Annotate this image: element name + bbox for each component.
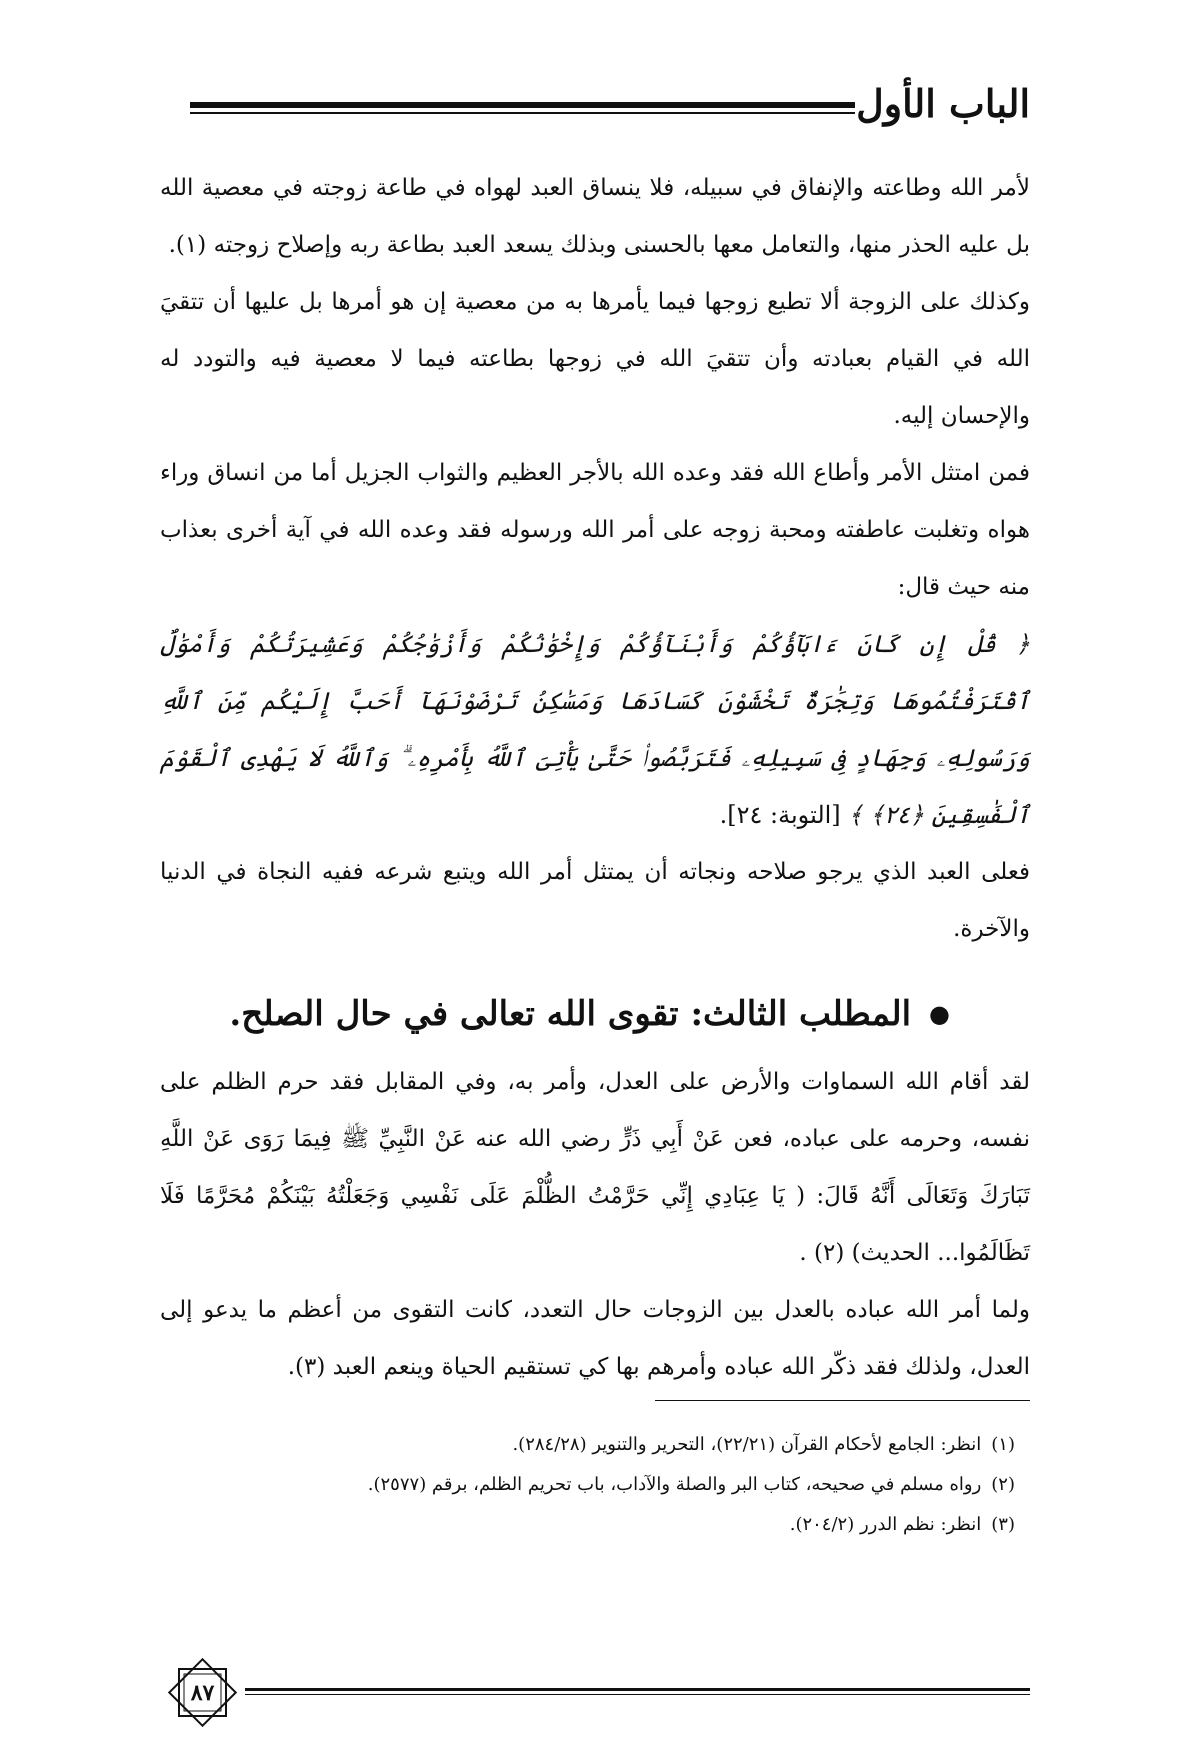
main-text	[160, 160, 1030, 1396]
paragraph-4: فعلى العبد الذي يرجو صلاحه ونجاته أن يمتثل أمر الله ويتبع شرعه ففيه النجاة في الدنيا والآخرة.	[160, 859, 1030, 942]
footnote-number: (٣)	[991, 1514, 1015, 1535]
footnote-number: (٢)	[991, 1474, 1015, 1495]
page-number-badge	[165, 1655, 240, 1730]
footnote-separator	[655, 1400, 1030, 1401]
footnote-text: انظر: الجامع لأحكام القرآن (٢٢/٢١)، التحرير والتنوير (٢٨٤/٢٨).	[512, 1434, 982, 1455]
footnote-text: انظر: نظم الدرر (٢٠٤/٢).	[789, 1514, 982, 1535]
page-header	[190, 80, 1030, 130]
footnote-2	[160, 1465, 1015, 1505]
paragraph-2: وكذلك على الزوجة ألا تطيع زوجها فيما يأمرها به من معصية إن هو أمرها بل عليها أن تتقيَ الله في القيام بعبادته وأن تتقيَ الله في زوجها بطاعته فيما لا معصية فيه والتودد له والإحسان إليه.	[160, 289, 1030, 429]
footnote-3	[160, 1505, 1015, 1545]
section-heading	[160, 984, 950, 1044]
paragraph-1: لأمر الله وطاعته والإنفاق في سبيله، فلا ينساق العبد لهواه في طاعة زوجته في معصية الله بل عليه الحذر منها، والتعامل معها بالحسنى وبذلك يسعد العبد بطاعة ربه وإصلاح زوجته (١).	[160, 175, 1030, 258]
bullet-icon: ●	[929, 999, 950, 1028]
footnote-number: (١)	[991, 1434, 1015, 1455]
paragraph-5: لقد أقام الله السماوات والأرض على العدل، وأمر به، وفي المقابل فقد حرم الظلم على نفسه، وحرمه على عباده، فعن عَنْ أَبِي ذَرٍّ رضي الله عنه عَنْ النَّبِيِّ ﷺ فِيمَا رَوَى عَنْ اللَّهِ تَبَارَكَ وَتَعَالَى أَنَّهُ قَالَ: ( يَا عِبَادِي إِنِّي حَرَّمْتُ الظُّلْمَ عَلَى نَفْسِي وَجَعَلْتُهُ بَيْنَكُمْ مُحَرَّمًا فَلَا تَظَالَمُوا... الحديث) (٢) .	[160, 1069, 1030, 1266]
chapter-title: الباب الأول	[856, 81, 1030, 126]
paragraph-3-intro: فمن امتثل الأمر وأطاع الله فقد وعده الله بالأجر العظيم والثواب الجزيل أما من انساق وراء هواه وتغلبت عاطفته ومحبة زوجه على أمر الله ورسوله فقد وعده الله في آية أخرى بعذاب منه حيث قال:	[160, 460, 1030, 600]
footnotes	[160, 1425, 1015, 1545]
paragraph-6: ولما أمر الله عباده بالعدل بين الزوجات حال التعدد، كانت التقوى من أعظم ما يدعو إلى العدل، ولذلك فقد ذكّر الله عباده وأمرهم بها كي تستقيم الحياة وينعم العبد (٣).	[160, 1297, 1030, 1380]
footnote-text: رواه مسلم في صحيحه، كتاب البر والصلة والآداب، باب تحريم الظلم، برقم (٢٥٧٧).	[367, 1474, 982, 1495]
page-number: ٨٧	[190, 1679, 215, 1706]
footer-rule	[245, 1688, 1030, 1695]
header-rule	[190, 102, 855, 114]
quran-verse: ﴿ قُلْ إِن كَانَ ءَابَآؤُكُمْ وَأَبْنَآؤُكُمْ وَإِخْوَٰنُكُمْ وَأَزْوَٰجُكُمْ وَعَشِيرَتُكُمْ وَأَمْوَٰلٌ ٱقْتَرَفْتُمُوهَا وَتِجَٰرَةٌ تَخْشَوْنَ كَسَادَهَا وَمَسَٰكِنُ تَرْضَوْنَهَآ أَحَبَّ إِلَيْكُم مِّنَ ٱللَّهِ وَرَسُولِهِۦ وَجِهَادٍ فِى سَبِيلِهِۦ فَتَرَبَّصُوا۟ حَتَّىٰ يَأْتِىَ ٱللَّهُ بِأَمْرِهِۦ ۗ وَٱللَّهُ لَا يَهْدِى ٱلْقَوْمَ ٱلْفَٰسِقِينَ ﴿٢٤﴾ ﴾	[160, 630, 1030, 829]
quran-verse-block	[160, 616, 1030, 844]
verse-reference: [التوبة: ٢٤].	[719, 801, 841, 829]
footnote-1	[160, 1425, 1015, 1465]
section-heading-text: المطلب الثالث: تقوى الله تعالى في حال الصلح.	[229, 994, 912, 1034]
